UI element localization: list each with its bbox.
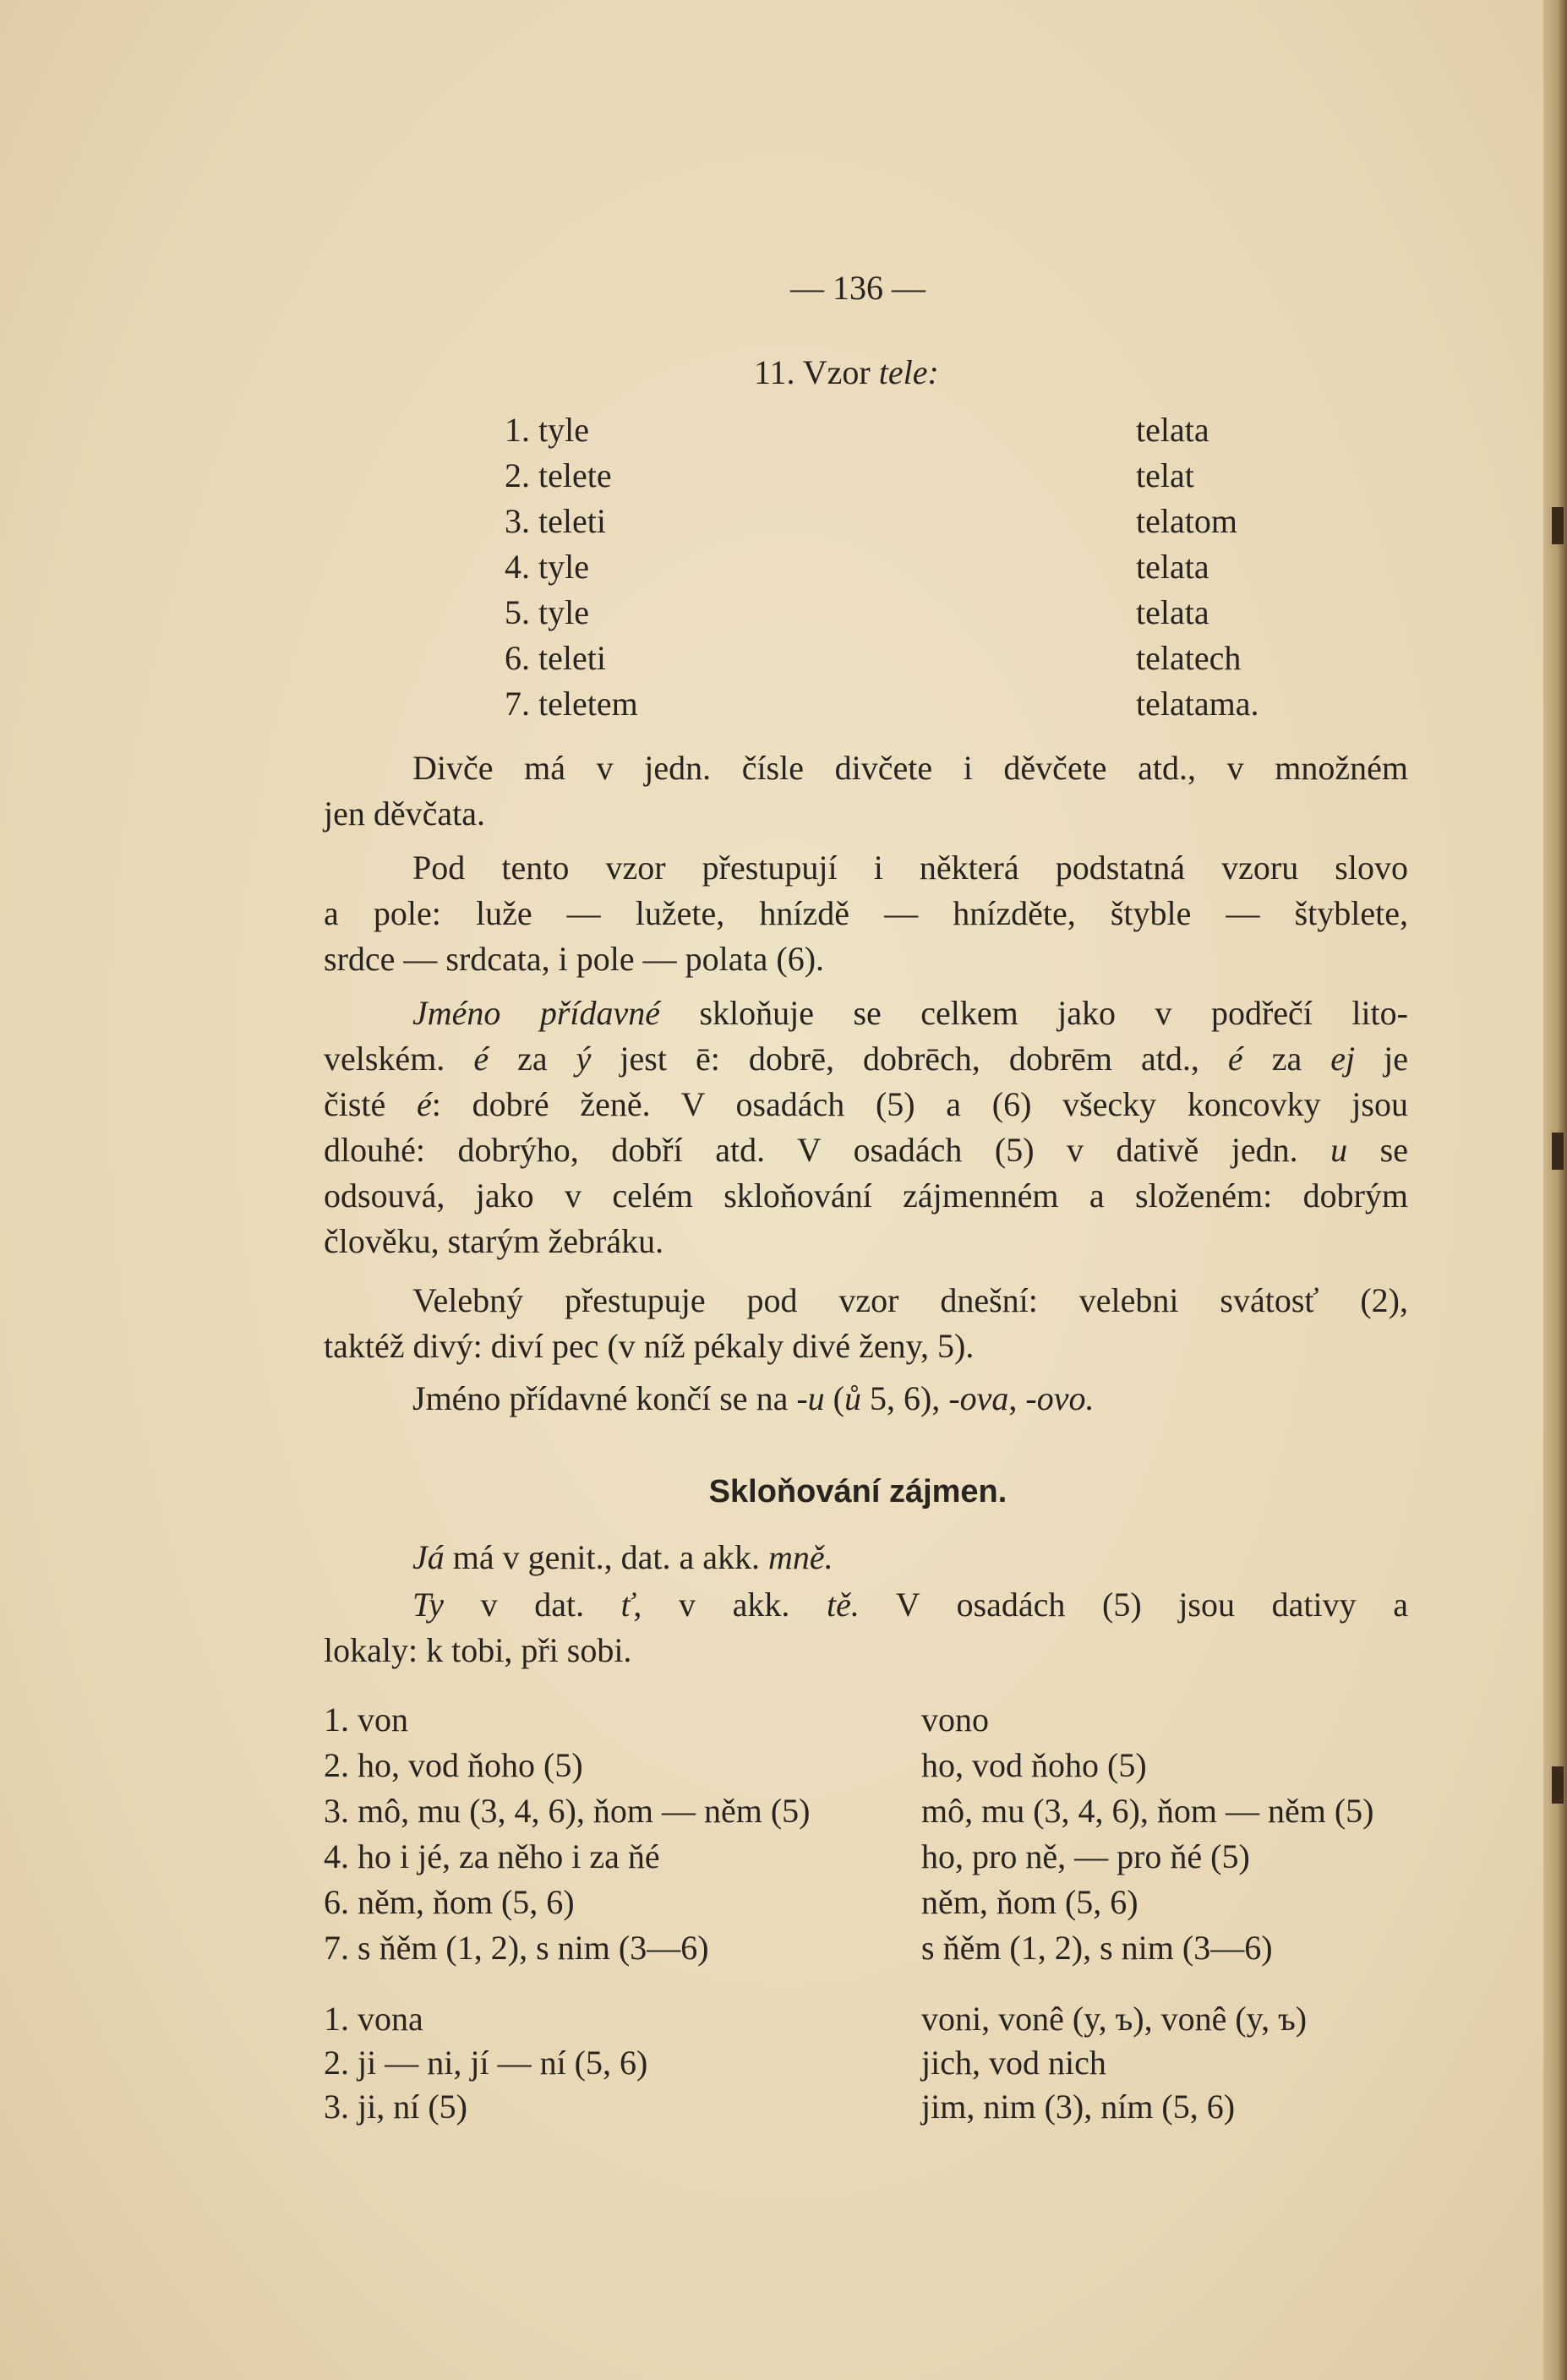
paragraph-line	[324, 991, 1408, 1036]
text-run: velském.	[324, 1040, 474, 1078]
page-edge	[1543, 0, 1567, 2380]
text-run: za	[489, 1040, 576, 1078]
paragraph-velebny	[324, 1278, 1408, 1369]
paragraph-line: jen děvčata.	[324, 794, 485, 832]
ja-line	[412, 1535, 833, 1580]
italic-term: é	[1227, 1040, 1243, 1078]
pronoun-left-1: 1. von	[324, 1700, 408, 1739]
italic-term: é	[473, 1040, 489, 1078]
paragraph-line: taktéž divý: diví pec (v níž pékaly divé ženy, 5).	[324, 1327, 975, 1365]
paragraph-line: srdce — srdcata, i pole — polata (6).	[324, 940, 825, 978]
text-run: Jméno přídavné končí se na	[412, 1379, 797, 1417]
pronoun-right-3: mô, mu (3, 4, 6), ňom — něm (5)	[921, 1792, 1374, 1830]
text-run: (	[824, 1379, 844, 1417]
paragraph-line	[324, 1582, 1408, 1628]
text-run: ,	[1008, 1379, 1026, 1417]
pronoun-left-2: 2. ho, vod ňoho (5)	[324, 1746, 583, 1784]
paragraph-line	[324, 1082, 1408, 1127]
text-run: v dat.	[444, 1586, 621, 1624]
pronoun-left-4: 4. ho i jé, za něho i za ňé	[324, 1837, 660, 1875]
pronoun-plural-right-3: jim, nim (3), ním (5, 6)	[921, 2088, 1236, 2126]
italic-term: -ova	[948, 1379, 1009, 1417]
vzor-heading-prefix: 11. Vzor	[754, 353, 871, 391]
pronoun-fem-left-1: 1. vona	[324, 2000, 423, 2038]
tele-plural-7: telatama.	[1136, 685, 1259, 723]
paragraph-line: Pod tento vzor přestupují i některá podstatná vzoru slovo	[412, 849, 1408, 887]
edge-mark	[1552, 1766, 1564, 1804]
tele-plural-2: telat	[1136, 456, 1194, 494]
text-run: : dobré ženě. V osadách (5) a (6) všecky koncovky jsou	[431, 1085, 1408, 1123]
tele-singular-5: 5. tyle	[505, 593, 589, 631]
paragraph-line	[324, 1127, 1408, 1173]
text-run: jest ē: dobrē, dobrēch, dobrēm atd.,	[591, 1040, 1228, 1078]
italic-term: Já	[412, 1538, 445, 1576]
paragraph-line	[324, 1036, 1408, 1082]
vzor-heading	[754, 350, 939, 396]
text-run: za	[1242, 1040, 1331, 1078]
pronoun-right-1: vono	[921, 1700, 989, 1739]
tele-plural-4: telata	[1136, 548, 1209, 586]
pronoun-left-3: 3. mô, mu (3, 4, 6), ňom — něm (5)	[324, 1792, 811, 1830]
pronoun-right-6: něm, ňom (5, 6)	[921, 1883, 1138, 1921]
tele-plural-3: telatom	[1136, 502, 1237, 540]
tele-singular-1: 1. tyle	[505, 411, 589, 449]
italic-term: ť	[620, 1586, 634, 1624]
text-run: má v genit., dat. a akk.	[444, 1538, 768, 1576]
italic-term: u	[1330, 1131, 1348, 1169]
tele-plural-6: telatech	[1136, 639, 1242, 677]
pronoun-fem-left-3: 3. ji, ní (5)	[324, 2088, 467, 2126]
text-run: dlouhé: dobrýho, dobří atd. V osadách (5) v dativě jedn.	[324, 1131, 1331, 1169]
italic-term: Jméno přídavné	[412, 994, 661, 1032]
ty-paragraph	[324, 1582, 1408, 1673]
pronoun-right-7: s ňěm (1, 2), s nim (3—6)	[921, 1929, 1273, 1967]
italic-term: mně.	[768, 1538, 833, 1576]
paragraph-line: člověku, starým žebráku.	[324, 1222, 664, 1260]
text-run: , v akk.	[633, 1586, 827, 1624]
tele-singular-4: 4. tyle	[505, 548, 589, 586]
italic-term: Ty	[412, 1586, 445, 1624]
italic-term: -ovo.	[1025, 1379, 1095, 1417]
tele-plural-5: telata	[1136, 593, 1209, 631]
paragraph-line: a pole: luže — lužete, hnízdě — hnízděte, štyble — štyblete,	[324, 894, 1408, 932]
pronoun-plural-right-1: voni, vonê (y, ъ), vonê (y, ъ)	[921, 2000, 1308, 2038]
pronoun-left-7: 7. s ňěm (1, 2), s nim (3—6)	[324, 1929, 709, 1967]
tele-plural-1: telata	[1136, 411, 1209, 449]
vzor-heading-word: tele:	[878, 353, 939, 391]
italic-term: ů	[844, 1379, 861, 1417]
section-title: Skloňování zájmen.	[708, 1474, 1007, 1509]
paragraph-vzor-slovo	[324, 845, 1408, 982]
text-run: je	[1355, 1040, 1408, 1078]
tele-singular-7: 7. teletem	[505, 685, 638, 723]
paragraph-line: lokaly: k tobi, při sobi.	[324, 1631, 632, 1669]
pronoun-right-2: ho, vod ňoho (5)	[921, 1746, 1147, 1784]
italic-term: ý	[576, 1040, 592, 1078]
paragraph-jmeno-pridavne	[324, 991, 1408, 1264]
italic-term: tě.	[827, 1586, 860, 1624]
italic-term: é	[417, 1085, 432, 1123]
pronoun-left-6: 6. něm, ňom (5, 6)	[324, 1883, 575, 1921]
text-run: čisté	[324, 1085, 417, 1123]
text-run: V osadách (5) jsou dativy a	[859, 1586, 1408, 1624]
tele-singular-3: 3. teleti	[505, 502, 606, 540]
italic-term: -u	[796, 1379, 825, 1417]
pronoun-fem-left-2: 2. ji — ni, jí — ní (5, 6)	[324, 2044, 648, 2082]
pronoun-right-4: ho, pro ně, — pro ňé (5)	[921, 1837, 1250, 1875]
italic-term: ej	[1330, 1040, 1356, 1078]
text-run: skloňuje se celkem jako v podřečí lito-	[660, 994, 1408, 1032]
edge-mark	[1552, 1133, 1564, 1170]
pronoun-plural-right-2: jich, vod nich	[921, 2044, 1106, 2082]
tele-singular-2: 2. telete	[505, 456, 612, 494]
paragraph-divce	[324, 745, 1408, 837]
edge-mark	[1552, 507, 1564, 544]
text-run: se	[1347, 1131, 1408, 1169]
tele-singular-6: 6. teleti	[505, 639, 606, 677]
page-number: — 136 —	[790, 269, 925, 307]
text-run: 5, 6),	[860, 1379, 949, 1417]
paragraph-line: odsouvá, jako v celém skloňování zájmenném a složeném: dobrým	[324, 1176, 1408, 1215]
paragraph-konci	[412, 1376, 1094, 1422]
paragraph-line: Divče má v jedn. čísle divčete i děvčete atd., v množném	[412, 749, 1408, 787]
paragraph-line: Velebný přestupuje pod vzor dnešní: velebni svátosť (2),	[412, 1281, 1408, 1319]
